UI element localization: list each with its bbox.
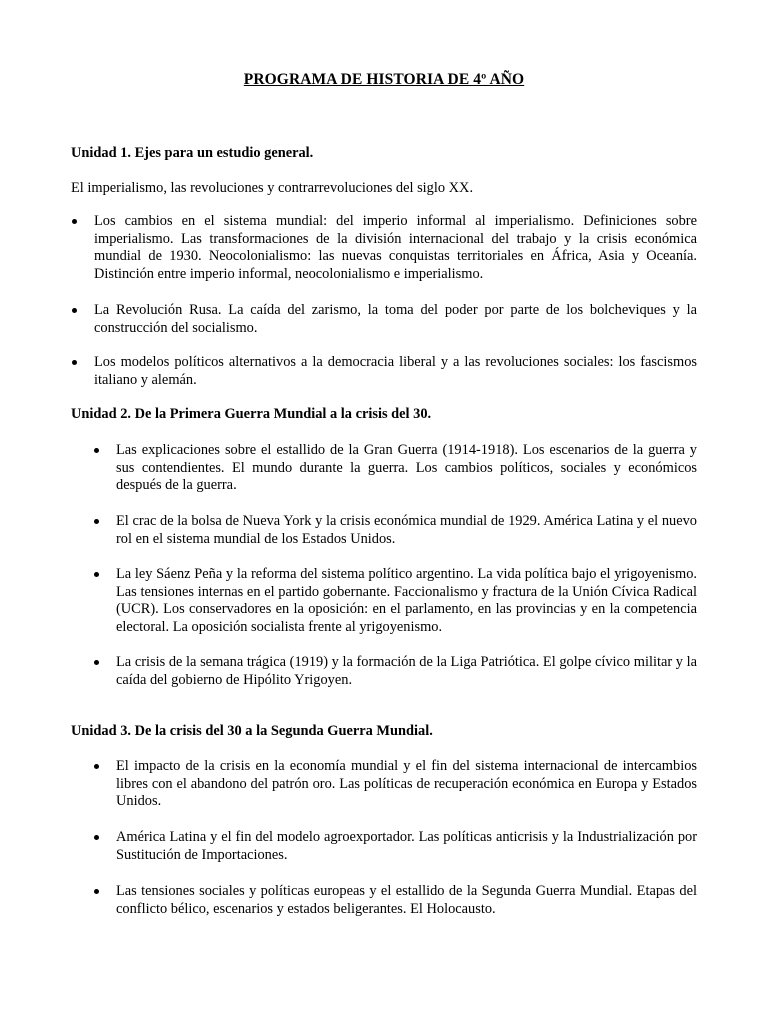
unit-3-heading: Unidad 3. De la crisis del 30 a la Segunda Guerra Mundial. [71, 723, 433, 739]
unit-1-heading: Unidad 1. Ejes para un estudio general. [71, 145, 314, 161]
bullet-icon [94, 889, 99, 894]
list-item [116, 654, 697, 689]
list-item [116, 758, 697, 811]
bullet-icon [72, 219, 77, 224]
bullet-icon [94, 519, 99, 524]
bullet-icon [94, 764, 99, 769]
bullet-icon [94, 572, 99, 577]
bullet-icon [72, 360, 77, 365]
bullet-icon [94, 448, 99, 453]
list-item-text: Los cambios en el sistema mundial: del imperio informal al imperialismo. Definiciones sobre imperialismo. Las transformaciones de la división internacional del trabajo y la crisis económica mundial de 1930. Neocolonialismo: las nuevas conquistas territoriales en África, Asia y Oceanía. Distinción entre imperio informal, neocolonialismo e imperialismo. [94, 213, 697, 282]
list-item-text: La Revolución Rusa. La caída del zarismo, la toma del poder por parte de los bolcheviques y la construcción del socialismo. [94, 302, 697, 336]
bullet-icon [72, 308, 77, 313]
list-item-text: Las tensiones sociales y políticas europeas y el estallido de la Segunda Guerra Mundial. Etapas del conflicto bélico, escenarios y estados beligerantes. El Holocausto. [116, 883, 697, 917]
list-item [94, 354, 697, 389]
list-item [116, 513, 697, 548]
list-item [94, 302, 697, 337]
unit-2-heading: Unidad 2. De la Primera Guerra Mundial a la crisis del 30. [71, 406, 432, 422]
list-item-text: La crisis de la semana trágica (1919) y la formación de la Liga Patriótica. El golpe cívico militar y la caída del gobierno de Hipólito Yrigoyen. [116, 654, 697, 688]
bullet-icon [94, 835, 99, 840]
list-item [116, 442, 697, 495]
bullet-icon [94, 660, 99, 665]
unit-1-intro: El imperialismo, las revoluciones y contrarrevoluciones del siglo XX. [71, 180, 474, 196]
list-item-text: Las explicaciones sobre el estallido de la Gran Guerra (1914-1918). Los escenarios de la guerra y sus contendientes. El mundo durante la guerra. Los cambios políticos, sociales y económicos después de la guerra. [116, 442, 697, 494]
list-item-text: La ley Sáenz Peña y la reforma del sistema político argentino. La vida política bajo el yrigoyenismo. Las tensiones internas en el partido gobernante. Faccionalismo y fractura de la Unión Cívica Radical (UCR). Los conservadores en la oposición: en el parlamento, en las provincias y en la competencia electoral. La oposición socialista frente al yrigoyenismo. [116, 566, 697, 635]
list-item-text: El impacto de la crisis en la economía mundial y el fin del sistema internacional de intercambios libres con el abandono del patrón oro. Las políticas de recuperación económica en Europa y Estados Unidos. [116, 758, 697, 810]
list-item-text: América Latina y el fin del modelo agroexportador. Las políticas anticrisis y la Industrialización por Sustitución de Importaciones. [116, 829, 697, 863]
list-item [94, 213, 697, 283]
list-item [116, 566, 697, 636]
list-item [116, 883, 697, 918]
list-item-text: Los modelos políticos alternativos a la democracia liberal y a las revoluciones sociales: los fascismos italiano y alemán. [94, 354, 697, 388]
list-item-text: El crac de la bolsa de Nueva York y la crisis económica mundial de 1929. América Latina y el nuevo rol en el sistema mundial de los Estados Unidos. [116, 513, 697, 547]
list-item [116, 829, 697, 864]
page-title: PROGRAMA DE HISTORIA DE 4º AÑO [243, 71, 525, 88]
